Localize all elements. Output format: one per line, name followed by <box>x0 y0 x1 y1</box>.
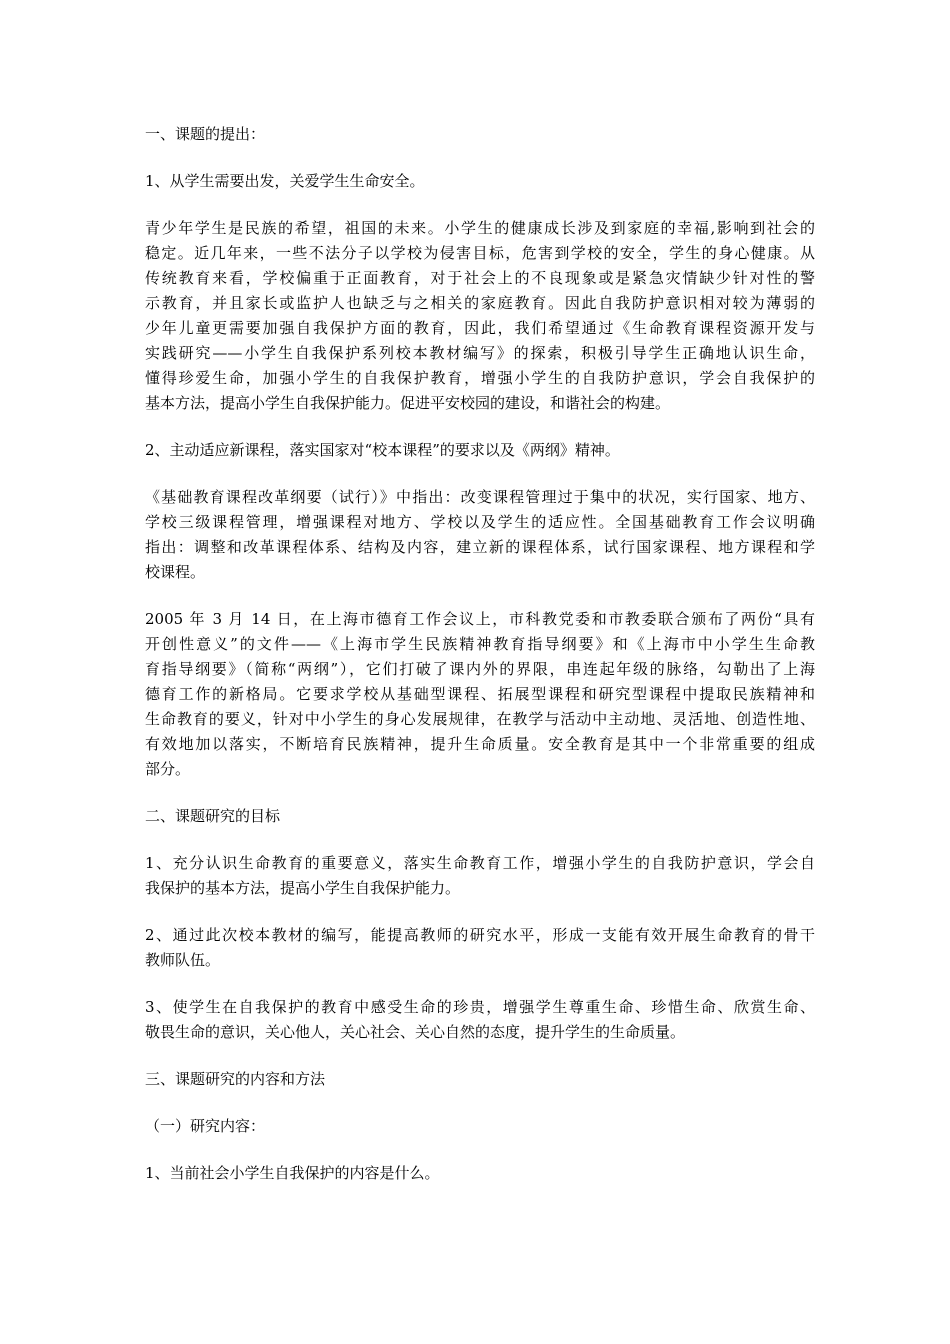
text-line: 青少年学生是民族的希望，祖国的未来。小学生的健康成长涉及到家庭的幸福,影响到社会的 <box>145 219 815 237</box>
text-line: 2、通过此次校本教材的编写，能提高教师的研究水平，形成一支能有效开展生命教育的骨干 <box>145 926 815 944</box>
text-line: 2、主动适应新课程，落实国家对“校本课程”的要求以及《两纲》精神。 <box>145 441 620 459</box>
text-line: 开创性意义”的文件——《上海市学生民族精神教育指导纲要》和《上海市中小学生生命教 <box>145 635 815 653</box>
text-line: 示教育，并且家长或监护人也缺乏与之相关的家庭教育。因此自我防护意识相对较为薄弱的 <box>145 294 815 312</box>
paragraph-p3 <box>145 607 815 782</box>
text-line: 生命教育的要义，针对中小学生的身心发展规律，在教学与活动中主动地、灵活地、创造性地、 <box>145 710 815 728</box>
paragraph-p1 <box>145 216 815 416</box>
text-line: 二、课题研究的目标 <box>145 807 281 825</box>
text-line: 《基础教育课程改革纲要（试行）》中指出：改变课程管理过于集中的状况，实行国家、地方、 <box>145 488 815 506</box>
text-line: 1、当前社会小学生自我保护的内容是什么。 <box>145 1164 440 1182</box>
text-line: 少年儿童更需要加强自我保护方面的教育，因此，我们希望通过《生命教育课程资源开发与 <box>145 319 815 337</box>
paragraph-g1 <box>145 851 815 901</box>
text-line: 基本方法，提高小学生自我保护能力。促进平安校园的建设，和谐社会的构建。 <box>145 394 671 412</box>
text-line: 稳定。近几年来，一些不法分子以学校为侵害目标，危害到学校的安全，学生的身心健康。从 <box>145 244 815 262</box>
text-line: 2005 年 3 月 14 日，在上海市德育工作会议上，市科教党委和市教委联合颁布了两份“具有 <box>145 610 815 628</box>
paragraph-s3-1 <box>145 1114 815 1139</box>
text-line: 敬畏生命的意识，关心他人，关心社会、关心自然的态度，提升学生的生命质量。 <box>145 1023 686 1041</box>
paragraph-s1-1 <box>145 169 815 194</box>
paragraph-s2 <box>145 804 815 829</box>
paragraph-p2 <box>145 485 815 585</box>
paragraph-s1-2 <box>145 438 815 463</box>
paragraph-g2 <box>145 923 815 973</box>
paragraph-g3 <box>145 995 815 1045</box>
text-line: 1、充分认识生命教育的重要意义，落实生命教育工作，增强小学生的自我防护意识，学会自 <box>145 854 815 872</box>
text-line: 有效地加以落实，不断培育民族精神，提升生命质量。安全教育是其中一个非常重要的组成 <box>145 735 815 753</box>
text-line: 部分。 <box>145 760 191 778</box>
text-line: 实践研究——小学生自我保护系列校本教材编写》的探索，积极引导学生正确地认识生命， <box>145 344 815 362</box>
paragraph-s1 <box>145 122 815 147</box>
text-line: 1、从学生需要出发，关爱学生生命安全。 <box>145 172 425 190</box>
paragraph-s3 <box>145 1067 815 1092</box>
text-line: （一）研究内容： <box>145 1117 266 1135</box>
text-line: 教师队伍。 <box>145 951 221 969</box>
text-line: 三、课题研究的内容和方法 <box>145 1070 326 1088</box>
text-line: 传统教育来看，学校偏重于正面教育，对于社会上的不良现象或是紧急灾情缺少针对性的警 <box>145 269 815 287</box>
text-line: 我保护的基本方法，提高小学生自我保护能力。 <box>145 879 461 897</box>
text-line: 一、课题的提出： <box>145 125 266 143</box>
text-line: 育指导纲要》（简称“两纲”），它们打破了课内外的界限，串连起年级的脉络，勾勒出了上海 <box>145 660 815 678</box>
text-line: 懂得珍爱生命，加强小学生的自我保护教育，增强小学生的自我防护意识，学会自我保护的 <box>145 369 815 387</box>
paragraph-c1 <box>145 1161 815 1186</box>
text-line: 3、使学生在自我保护的教育中感受生命的珍贵，增强学生尊重生命、珍惜生命、欣赏生命、 <box>145 998 815 1016</box>
text-line: 学校三级课程管理，增强课程对地方、学校以及学生的适应性。全国基础教育工作会议明确 <box>145 513 815 531</box>
text-line: 校课程。 <box>145 563 206 581</box>
document-page <box>145 122 815 1208</box>
text-line: 指出：调整和改革课程体系、结构及内容，建立新的课程体系，试行国家课程、地方课程和学 <box>145 538 815 556</box>
text-line: 德育工作的新格局。它要求学校从基础型课程、拓展型课程和研究型课程中提取民族精神和 <box>145 685 815 703</box>
